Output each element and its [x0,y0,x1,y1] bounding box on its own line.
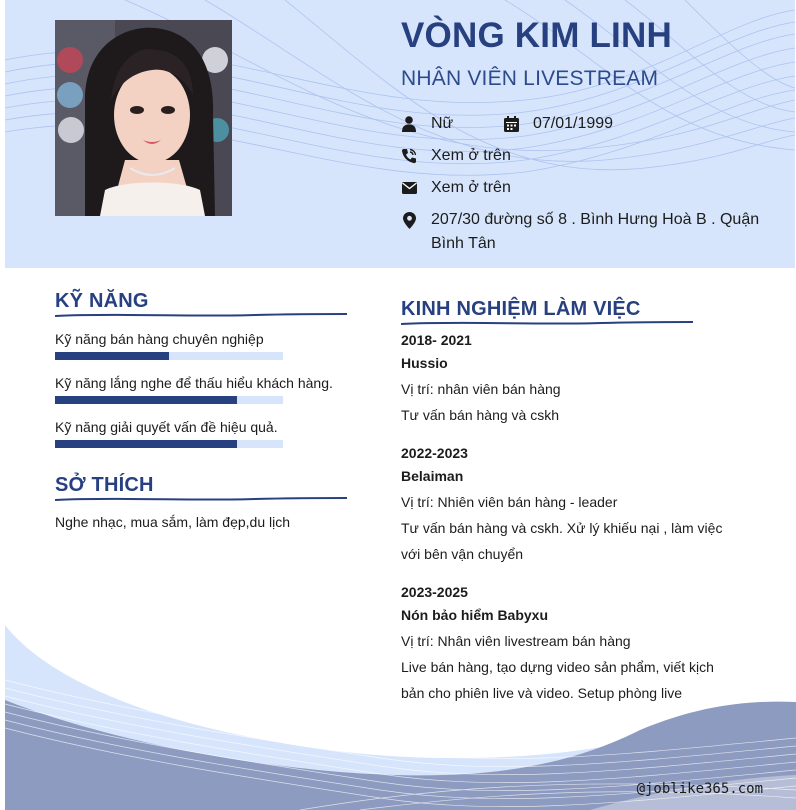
experience-line: Live bán hàng, tạo dựng video sản phẩm, viết kịch [401,659,714,675]
skills-heading-underline [55,311,347,319]
skills-heading: KỸ NĂNG [55,290,149,312]
info-address [401,208,771,256]
experience-line: với bên vận chuyển [401,546,524,562]
experience-item-3 [401,583,741,706]
job-title: NHÂN VIÊN LIVESTREAM [401,67,659,90]
skill-label-2: Kỹ năng lắng nghe để thấu hiểu khách hàng. [55,375,333,391]
address-line-1: 207/30 đường số 8 . Bình Hưng Hoà B . Quận [431,211,760,228]
calendar-icon [503,114,519,134]
candidate-name: VÒNG KIM LINH [401,16,672,55]
experience-heading-underline [401,319,693,327]
experience-company: Belaiman [401,468,464,484]
experience-period: 2018- 2021 [401,332,472,348]
watermark: @joblike365.com [636,781,763,797]
experience-item-1 [401,331,741,428]
skill-label-3: Kỹ năng giải quyết vấn đề hiệu quả. [55,419,278,435]
experience-line: Tư vấn bán hàng và cskh. Xử lý khiếu nại , làm việc [401,520,723,536]
experience-company: Nón bảo hiểm Babyxu [401,607,549,623]
hobbies-text: Nghe nhạc, mua sắm, làm đẹp,du lịch [55,514,291,530]
skill-bar-1-fill [55,352,169,360]
phone-icon [401,146,417,166]
info-email [401,176,511,200]
skill-bar-3 [55,440,283,448]
hobbies-heading: SỞ THÍCH [55,474,154,496]
gender-text: Nữ [431,115,454,132]
skill-label-1: Kỹ năng bán hàng chuyên nghiệp [55,331,264,347]
experience-item-2 [401,444,741,567]
skill-bar-2-fill [55,396,237,404]
person-icon [401,114,417,134]
experience-company: Hussio [401,355,448,371]
experience-period: 2023-2025 [401,584,468,600]
experience-line: Vị trí: Nhiên viên bán hàng - leader [401,494,618,510]
info-gender [401,112,453,136]
skill-bar-1 [55,352,283,360]
experience-line: Tư vấn bán hàng và cskh [401,407,560,423]
experience-line: Vị trí: Nhân viên livestream bán hàng [401,633,631,649]
experience-heading: KINH NGHIỆM LÀM VIỆC [401,298,641,320]
location-pin-icon [401,210,417,230]
experience-period: 2022-2023 [401,445,468,461]
info-birthday [503,112,613,136]
hobbies-heading-underline [55,495,347,503]
skill-bar-3-fill [55,440,237,448]
phone-text: Xem ở trên [431,147,511,164]
skill-bar-2 [55,396,283,404]
profile-photo [55,20,232,216]
experience-line: bản cho phiên live và video. Setup phòng live [401,685,682,701]
address-text [431,208,759,256]
experience-line: Vị trí: nhân viên bán hàng [401,381,561,397]
email-text: Xem ở trên [431,179,511,196]
address-line-2: Bình Tân [431,235,496,252]
birthday-text: 07/01/1999 [533,115,614,132]
info-phone [401,144,511,168]
envelope-icon [401,178,417,198]
